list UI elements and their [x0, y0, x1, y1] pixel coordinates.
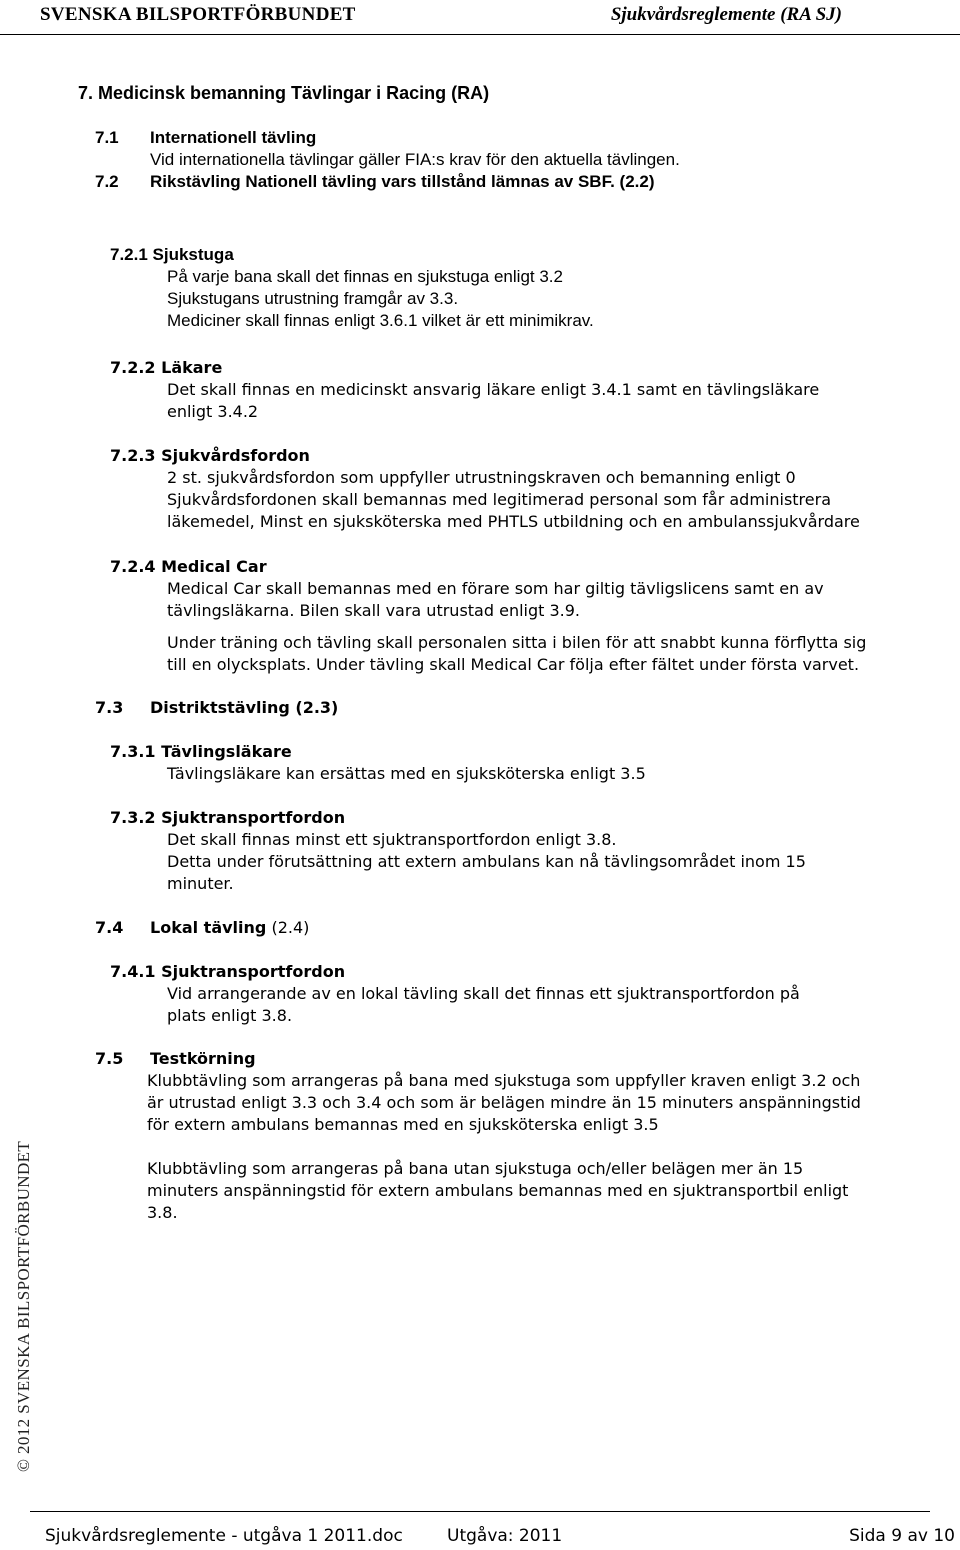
section-7-5-line: för extern ambulans bemannas med en sjuksköterska enligt 3.5: [147, 1115, 659, 1134]
section-7-3-1-heading: 7.3.1 Tävlingsläkare: [110, 742, 292, 761]
section-7-2-2-line: enligt 3.4.2: [167, 402, 259, 421]
copyright-side-text: © 2012 SVENSKA BILSPORTFÖRBUNDET: [14, 1140, 33, 1472]
section-7-2-3-line: 2 st. sjukvårdsfordon som uppfyller utrustningskraven och bemanning enligt 0: [167, 468, 796, 487]
section-7-2-4-line: till en olycksplats. Under tävling skall Medical Car följa efter fältet under första varvet.: [167, 655, 860, 674]
section-7-title: 7. Medicinsk bemanning Tävlingar i Racing (RA): [78, 83, 490, 103]
section-7-2-3-line: läkemedel, Minst en sjuksköterska med PHTLS utbildning och en ambulanssjukvårdare: [167, 512, 860, 531]
section-7-3-2-heading: 7.3.2 Sjuktransportfordon: [110, 808, 346, 827]
section-7-2-heading: 7.2 Rikstävling Nationell tävling vars tillstånd lämnas av SBF. (2.2): [95, 172, 655, 191]
section-7-2-4-line: Under träning och tävling skall personalen sitta i bilen för att snabbt kunna förflytta sig: [167, 633, 867, 652]
section-7-2-1-heading: 7.2.1 Sjukstuga: [110, 245, 234, 264]
section-7-1-heading: 7.1 Internationell tävling: [95, 128, 317, 147]
section-7-3-2-line: Det skall finnas minst ett sjuktransportfordon enligt 3.8.: [167, 830, 617, 849]
footer-page-number: Sida 9 av 10: [849, 1526, 955, 1546]
footer-edition: Utgåva: 2011: [447, 1526, 563, 1546]
section-7-3-2-line: Detta under förutsättning att extern ambulans kan nå tävlingsområdet inom 15: [167, 852, 806, 871]
section-7-3-1-line: Tävlingsläkare kan ersättas med en sjuksköterska enligt 3.5: [167, 764, 646, 783]
section-7-5-heading: 7.5 Testkörning: [95, 1049, 256, 1068]
section-7-4-1-line: Vid arrangerande av en lokal tävling skall det finnas ett sjuktransportfordon på: [167, 984, 800, 1003]
section-7-3-2-line: minuter.: [167, 874, 234, 893]
section-7-2-2-heading: 7.2.2 Läkare: [110, 358, 223, 377]
section-7-2-4-heading: 7.2.4 Medical Car: [110, 557, 267, 576]
section-7-5-line: Klubbtävling som arrangeras på bana med sjukstuga som uppfyller kraven enligt 3.2 och: [147, 1071, 861, 1090]
section-7-4-1-line: plats enligt 3.8.: [167, 1006, 293, 1025]
section-7-5-line: 3.8.: [147, 1203, 178, 1222]
section-7-2-3-line: Sjukvårdsfordonen skall bemannas med legitimerad personal som får administrera: [167, 490, 831, 509]
section-7-1-text: Vid internationella tävlingar gäller FIA:s krav för den aktuella tävlingen.: [150, 150, 680, 169]
section-7-3-heading: 7.3 Distriktstävling (2.3): [95, 698, 339, 717]
section-7-2-4-line: Medical Car skall bemannas med en förare som har giltig tävligslicens samt en av: [167, 579, 824, 598]
page-header: [0, 0, 960, 35]
footer-filename: Sjukvårdsreglemente - utgåva 1 2011.doc: [45, 1526, 403, 1546]
footer-rule: [30, 1511, 930, 1512]
section-7-5-line: minuters anspänningstid för extern ambulans bemannas med en sjuktransportbil enligt: [147, 1181, 849, 1200]
header-org: SVENSKA BILSPORTFÖRBUNDET: [40, 4, 356, 25]
section-7-2-2-line: Det skall finnas en medicinskt ansvarig läkare enligt 3.4.1 samt en tävlingsläkare: [167, 380, 820, 399]
section-7-2-3-heading: 7.2.3 Sjukvårdsfordon: [110, 446, 310, 465]
section-7-2-1-line: På varje bana skall det finnas en sjukstuga enligt 3.2: [167, 267, 563, 286]
section-7-5-line: Klubbtävling som arrangeras på bana utan sjukstuga och/eller belägen mer än 15: [147, 1159, 804, 1178]
section-7-2-4-line: tävlingsläkarna. Bilen skall vara utrustad enligt 3.9.: [167, 601, 581, 620]
section-7-5-line: är utrustad enligt 3.3 och 3.4 och som är belägen mindre än 15 minuters anspänningstid: [147, 1093, 861, 1112]
section-7-2-1-line: Sjukstugans utrustning framgår av 3.3.: [167, 289, 459, 308]
section-7-2-1-line: Mediciner skall finnas enligt 3.6.1 vilket är ett minimikrav.: [167, 311, 594, 330]
section-7-4-1-heading: 7.4.1 Sjuktransportfordon: [110, 962, 346, 981]
section-7-4-heading: 7.4 Lokal tävling (2.4): [95, 918, 310, 937]
header-document-title: Sjukvårdsreglemente (RA SJ): [610, 4, 842, 25]
